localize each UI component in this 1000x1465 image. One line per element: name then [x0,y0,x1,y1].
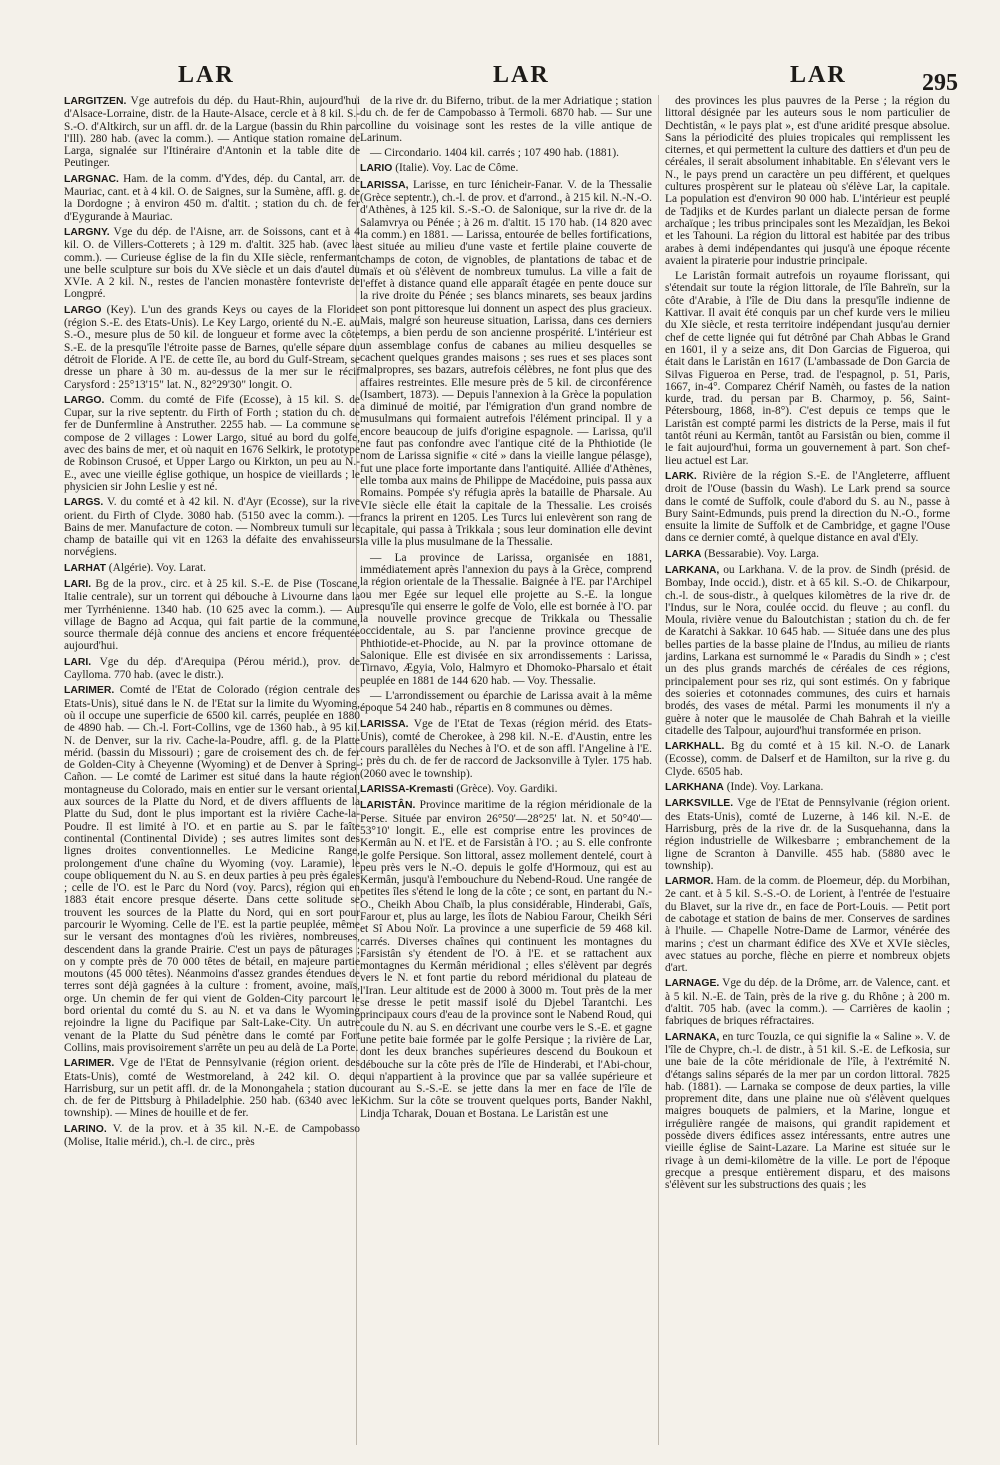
entry-headword: LARKHANA [665,782,724,794]
entry-headword: LARI. [64,656,92,668]
entry-headword: LARNAKA, [665,1031,720,1043]
dictionary-entry [64,173,360,223]
entry-text: des provinces les plus pauvres de la Perse ; la région du littoral désignée par les auteurs sous le nom particulier de Dechtistân, « le pays plat », est d'une aridité presque absolue. Sans la périodicité des pluies tropicales qui remplissent les citernes, et qui permettent la culture des dattiers et d'un peu de céréales, il serait absolument inhabitable. En s'élevant vers le N., le pays prend un caractère un peu différent, et quelques cultures prospèrent sur le plateau où s'élève Lar, la capitale. La population est d'environ 90 000 hab. L'intérieur est peuplé de Tadjiks et de Kurdes parlant un dialecte persan de forme archaïque ; les tribus principales sont les Mezaïdjan, les Bekoi et les Tahouni. La région du littoral est habitée par des tribus arabes à demi indépendantes qui jusqu'à une époque récente avaient la piraterie pour industrie principale. [665,95,950,267]
dictionary-entry [64,394,360,493]
entry-text: Le Laristân formait autrefois un royaume florissant, qui s'étendait sur toute la région littorale, de l'île Bahreïn, sur la côte d'Arabie, à l'île de Diu dans la presqu'île indienne de Kattivar. Il avait été conquis par un chef kurde vers le milieu du XIe siècle, et resta territoire indépendant jusqu'au dernier chef de cette lignée qui fut détrôné par Chah Abbas le Grand en 1601, il y a seize ans, dit Don Garcias de Figueroa, qui était dans le Laristân en 1617 (L'ambassade de Don Garcia de Silvas Figueroa en Perse, trad. de l'espagnol, p. 51, Paris, 1667, in-4°. Comparez Chérif Namèh, ou fastes de la nation kurde, trad. du persan par B. Charmoy, p. 56, Saint-Pétersbourg, 1868, in-8°). C'est depuis ce temps que le Laristân est compté parmi les districts de la Perse, mais il fut tantôt réuni au Kermân, tantôt au Farsistân ou bien, comme il le fait aujourd'hui, forma un gouvernement à part. Son chef-lieu actuel est Lar. [665,270,950,467]
entry-text: (Bessarabie). Voy. Larga. [704,547,819,560]
column-divider [658,95,659,1445]
entry-headword: LARGS. [64,497,104,509]
text-column-3 [665,95,950,1450]
entry-text: Vge du dép. de la Drôme, arr. de Valence, cant. et à 5 kil. N.-E. de Tain, près de la rive g. du Rhône ; à 200 m. d'altit. 705 hab. (avec la comm.). — Carrières de kaolin ; fabriques de briques réfractaires. [665,977,950,1028]
dictionary-entry [360,718,652,780]
dictionary-entry [665,548,950,561]
entry-headword: LARGITZEN. [64,96,127,107]
dictionary-entry [64,304,360,391]
dictionary-entry [64,1123,360,1149]
dictionary-entry [665,1031,950,1192]
entry-headword: LARKA [665,548,702,560]
entry-headword: LARMOR. [665,876,714,888]
entry-text: (Algérie). Voy. Larat. [108,561,207,574]
entry-headword: LARKANA, [665,564,720,576]
dictionary-entry [665,95,950,267]
entry-headword: LARISSA-Kremasti [360,784,454,796]
entry-headword: LARGNY. [64,226,110,238]
dictionary-entry [64,496,360,558]
entry-headword: LARIMER. [64,1058,115,1070]
entry-text: — L'arrondissement ou éparchie de Larissa avait à la même époque 54 240 hab., répartis en 8 communes ou dèmes. [360,689,652,715]
entry-text: Ham. de la comm. d'Ydes, dép. du Cantal, arr. de Mauriac, cant. et à 4 kil. O. de Saignes, sur la Sumène, affl. g. de la Dordogne ; à environ 450 m. d'altit. ; station du ch. de fer d'Eygurande à Mauriac. [64,172,360,223]
entry-headword: LARNAGE. [665,978,720,990]
entry-text: ou Larkhana. V. de la prov. de Sindh (présid. de Bombay, Inde occid.), distr. et à 65 kil. S.-O. de Chikarpour, ch.-l. de sous-distr., à quelques kilomètres de la rive dr. de l'Indus, sur le Nora, coulée occid. du fleuve ; au confl. du Moula, rivière venue du Baloutchistan ; station du ch. de fer de Karatchi à Sakkar. 10 645 hab. — Située dans une des plus belles parties de la basse plaine de l'Indus, au milieu de riants jardins, Larkana est surnommé le « Paradis du Sindh » ; c'est un des plus grands marchés de céréales de ces régions, principalement pour ses riz, qui sont estimés. On y fabrique des soieries et cotonnades communes, des cuirs et harnais brodés, des vases de métal. Parmi les monuments il n'y a guère à noter que le mausolée de Chah Bahrah et la vieille citadelle des Talpour, aujourd'hui transformée en prison. [665,563,950,737]
entry-text: en turc Touzla, ce qui signifie la « Saline ». V. de l'île de Chypre, ch.-l. de distr., à 51 kil. S.-E. de Lefkosia, sur une baie de la côte méridionale de l'île, à l'extrémité N. d'étangs salins séparés de la mer par un cordon littoral. 7825 hab. (1881). — Larnaka se compose de deux parties, la ville proprement dite, dans une plaine nue où s'élèvent quelques maigres bouquets de palmiers, et la Marine, longue et irrégulière rangée de maisons, qui grandit rapidement et possède divers édifices assez intéressants, entre autres une vieille église de Saint-Lazare. La Marine est située sur le rivage à un demi-kilomètre de la ville. Le port de l'époque grecque a presque entièrement disparu, et des maisons s'élèvent sur les substructions des quais ; les [665,1030,950,1192]
dictionary-entry [360,162,652,175]
dictionary-entry [64,226,360,301]
dictionary-entry [64,562,360,575]
text-column-1 [64,95,360,1450]
entry-headword: LARIMER. [64,685,115,697]
entry-headword: LARI. [64,578,92,590]
entry-text: (Grèce). Voy. Gardiki. [456,783,558,796]
entry-headword: LARKSVILLE. [665,798,734,810]
entry-text: Vge autrefois du dép. du Haut-Rhin, aujourd'hui d'Alsace-Lorraine, distr. de la Haute-Alsace, cercle et à 8 kil. S.-S.-O. d'Altkirch, sur un affl. dr. de la Largue (bassin du Rhin par l'Ill). 280 hab. (avec la comm.). — Antique station romaine de Larga, signalée sur l'Itinéraire d'Antonin et la table dite de Peutinger. [64,95,360,170]
dictionary-entry [360,179,652,549]
entry-text: Comté de l'Etat de Colorado (région centrale des Etats-Unis), situé dans le N. de l'Etat sur la limite du Wyoming, où il occupe une superficie de 6500 kil. carrés, peuplée en 1880 de 4890 hab. — Ch.-l. Fort-Collins, vge de 1360 hab., à 95 kil. N. de Denver, sur la riv. Cache-la-Poudre, affl. g. de la Platte mérid. (bassin du Missouri) ; gare de croisement des ch. de fer de Golden-City à Cheyenne (Wyoming) et de Denver à Spring-Cañon. — Le comté de Larimer est situé dans la haute région montagneuse du Colorado, mais en entier sur le versant oriental, aux sources de la Platte du Nord, et de divers affluents de la Platte du Sud, dont le plus important est la rivière Cache-la-Poudre. Il est limité à l'O. et en partie au S. par le faîte continental (Continental Divide) ; ses autres limites sont des lignes droites conventionnelles. Le Medicine Range, prolongement d'une chaîne du Wyoming (voy. Laramie), le coupe obliquement du N. au S. en deux parties à peu près égales ; celle de l'O. est le Parc du Nord (voy. Parcs), région qui en 1883 était encore presque déserte. Dans cette solitude se trouvent les sources de la Platte du Nord, qui en sort pour parcourir le Wyoming. Celle de l'E. est la partie peuplée, même sur le versant des montagnes d'où les rivières, nombreuses, descendent dans la grande Prairie. C'est un pays de pâturages ; on y compte près de 70 000 têtes de bétail, en majeure partie moutons (45 000 têtes). Néanmoins d'assez grandes étendues de terres sont déjà gagnées à la culture : froment, avoine, maïs, orge. Un chemin de fer qui vient de Golden-City parcourt le bord oriental du comté du S. au N. et va dans le Wyoming rejoindre la ligne du Pacifique par Salt-Lake-City. Un autre venant de la Platte du Sud pénètre dans le comté par Fort Collins, mais provisoirement s'arrête un peu au delà de La Porte. [64,684,360,1054]
entry-text: Vge de l'Etat de Texas (région mérid. des Etats-Unis), comté de Cherokee, à 298 kil. N.-E. d'Austin, entre les cours parallèles du Neches à l'O. et de son affl. l'Angeline à l'E. ; près du ch. de fer de raccord de Jacksonville à Tyler. 175 hab. (2060 avec le township). [360,717,652,780]
dictionary-entry [64,684,360,1054]
dictionary-entry [360,552,652,687]
dictionary-entry [360,147,652,159]
entry-text: Vge du dép. de l'Aisne, arr. de Soissons, cant et à 4 kil. O. de Villers-Cotterets ; à 129 m. d'altit. 325 hab. (avec la comm.). — Curieuse église de la fin du XIIe siècle, renfermant une belle sculpture sur bois du XVe siècle et un dais d'autel du XVIe. A 2 kil. N., restes de l'ancien monastère fontevriste de Longpré. [64,225,360,301]
entry-headword: LARISSA, [360,179,409,191]
entry-text: Comm. du comté de Fife (Ecosse), à 15 kil. S. de Cupar, sur la rive septentr. du Firth of Forth ; station du ch. de fer de Dunfermline à Anstruther. 2255 hab. — La commune se compose de 2 villages : Lower Largo, situé au bord du golfe, avec des bains de mer, et où naquit en 1676 Selkirk, le prototype de Robinson Crusoé, et Upper Largo ou Kirkton, un peu au N.-E., avec une vieille église gothique, un hospice de vieillards ; le physicien sir John Leslie y est né. [64,393,360,493]
dictionary-entry [665,781,950,794]
entry-headword: LARKHALL. [665,741,725,753]
entry-text: de la rive dr. du Biferno, tribut. de la mer Adriatique ; station du ch. de fer de Campobasso à Termoli. 6870 hab. — Sur une colline du voisinage sont les restes de la ville antique de Larinum. [360,95,652,144]
dictionary-entry [64,578,360,653]
dictionary-entry [665,564,950,737]
dictionary-entry [360,690,652,715]
dictionary-entry [64,656,360,682]
entry-text: Vge de l'Etat de Pennsylvanie (région orient. des Etats-Unis), comté de Westmoreland, à 242 kil. O. de Harrisburg, sur un petit affl. dr. de la Monongahela ; station du ch. de fer de Pittsburg à Philadelphie. 250 hab. (6340 avec le township). — Mines de houille et de fer. [64,1057,360,1120]
entry-text: (Inde). Voy. Larkana. [726,781,824,794]
entry-text: Bg de la prov., circ. et à 25 kil. S.-E. de Pise (Toscane, Italie centrale), sur un torrent qui débouche à Livourne dans la mer Tyrrhénienne. 1340 hab. (10 625 avec la comm.). — Au village de Bagno ad Acqua, qui fait partie de la commune, source thermale déjà connue des anciens et encore fréquentée aujourd'hui. [64,577,360,653]
entry-text: Ham. de la comm. de Ploemeur, dép. du Morbihan, 2e cant. et à 5 kil. S.-S.-O. de Lorient, à l'entrée de l'estuaire du Blavet, sur la rive dr., en face de Port-Louis. — Petit port de cabotage et station de bains de mer. Conserves de sardines à l'huile. — Chapelle Notre-Dame de Larmor, vénérée des marins ; c'est un charmant édifice des XVe et XVIe siècles, avec statues au porche, flèche en pierre et nombreux objets d'art. [665,875,950,975]
dictionary-entry [360,783,652,796]
dictionary-entry [360,95,652,144]
entry-headword: LARIO [360,163,393,175]
entry-text: — Circondario. 1404 kil. carrés ; 107 490 hab. (1881). [370,147,619,160]
running-head-center: LAR [493,62,550,88]
dictionary-entry [665,270,950,467]
entry-text: Province maritime de la région méridionale de la Perse. Située par environ 26°50'—28°25' lat. N. et 50°40'—53°10' longit. E., elle est comprise entre les provinces de Kermân au N. et l'E. et de Farsistân à l'O. ; au S. elle confronte le golfe Persique. Son littoral, assez mollement dentelé, court à peu près vers le N.-O. depuis le golfe d'Hormouz, qui est au Kermân, jusqu'à l'embouchure du Nebend-Roud. Une rangée de petites îles s'étend le long de la côte ; ce sont, en partant du N.-O., Cheikh Abou Chaïb, la plus considérable, Hinderabi, Gaïs, Farour et, plus au large, les îlots de Nabiou Farour, Cheikh Séri et Sî Abou Noïr. La province a une superficie de 59 468 kil. carrés. Diverses chaînes qui continuent les montagnes du Farsistân s'y étendent de l'O. à l'E. et se rattachent aux montagnes du Kermân méridional ; elles s'élèvent par degrés vers le N. et font partie du rebord méridional du plateau de l'Iran. Leur altitude est de 2000 à 3000 m. Tout près de la mer se dresse le petit massif isolé du Djebel Tarantchi. Les principaux cours d'eau de la province sont le Nabend Roud, qui coule du N. au S. en décrivant une courbe vers le S.-E. et gagne une petite baie formée par le golfe Persique ; la rivière de Lar, dont les deux branches supérieures descend du Boukoun et débouche sur la côte près de l'île de Hinderabi, et l'Abi-chour, qui n'appartient à la province que par sa vallée supérieure et courant au S.-S.-E. se jette dans la mer en face de l'île de Kichm. Sur la côte se trouvent quelques ports, Bander Nakhl, Lindja Tcharak, Douan et Bostana. Le Laristân est une [360,799,652,1120]
dictionary-entry [64,1057,360,1119]
entry-text: Bg du comté et à 15 kil. N.-O. de Lanark (Ecosse), comm. de Dalserf et de Hamilton, sur la rive g. du Clyde. 6505 hab. [665,740,950,778]
entry-text: V. de la prov. et à 35 kil. N.-E. de Campobasso (Molise, Italie mérid.), ch.-l. de circ., près [64,1122,360,1149]
entry-headword: LARINO. [64,1123,107,1135]
dictionary-entry [665,875,950,974]
dictionary-entry [665,740,950,778]
dictionary-entry [665,977,950,1027]
dictionary-entry [360,799,652,1120]
dictionary-entry [665,797,950,872]
entry-text: (Key). L'un des grands Keys ou cayes de la Floride (région S.-E. des Etats-Unis). Le Key Largo, orienté du N.-E. au S.-O., mesure plus de 50 kil. de longueur et forme avec la côte S.-E. de la presqu'île l'étroite passe de Barnes, qu'elle sépare du détroit de Floride. A l'E. de cette île, au bord du Gulf-Stream, se dresse un phare à 30 m. au-dessus de la mer sur le récif Carysford : 25°13'15" lat. N., 82°29'30" longit. O. [64,303,360,391]
page-number: 295 [922,70,958,96]
entry-headword: LARGO. [64,394,105,406]
entry-text: — La province de Larissa, organisée en 1881, immédiatement après l'annexion du pays à la Grèce, comprend la région orientale de la Thessalie. Baignée à l'E. par l'Archipel ou mer Egée sur lequel elle projette au S.-E. la longue presqu'île qui enserre le golfe de Volo, elle est bornée à l'O. par la nouvelle province grecque de Trikkala ou Thessalie occidentale, au S. par l'ancienne province grecque de Phthiotide-et-Phocide, au N. par la province ottomane de Salonique. Elle est divisée en six arrondissements : Larissa, Tirnavo, Ægyia, Volo, Halmyro et Dhomoko-Pharsalo et était peuplée en 1881 de 144 620 hab. — Voy. Thessalie. [360,551,652,687]
dictionary-entry [665,470,950,545]
entry-headword: LARISSA. [360,718,409,730]
entry-text: Vge de l'Etat de Pennsylvanie (région orient. des Etats-Unis), comté de Luzerne, à 146 kil. N.-E. de Harrisburg, près de la rive dr. de la Susquehanna, dans la région industrielle de Wilkesbarre ; embranchement de la ligne de Scranton à Danville. 455 hab. (5880 avec le township). [665,797,950,872]
entry-headword: LARK. [665,470,697,482]
entry-headword: LARGO [64,304,102,316]
entry-text: Larisse, en turc Iénicheir-Fanar. V. de la Thessalie (Grèce septentr.), ch.-l. de prov. et d'arrond., à 215 kil. N.-N.-O. d'Athènes, à 125 kil. S.-S.-O. de Salonique, sur la rive dr. de la Salamvrya ou Pénée ; à 26 m. d'altit. 15 170 hab. (14 820 avec la comm.) en 1881. — Larissa, entourée de belles fortifications, est située au milieu d'une vaste et fertile plaine couverte de champs de coton, de vignobles, de plantations de tabac et de maïs et où s'élèvent de nombreux tumulus. La ville a fait de l'effet à distance quand elle apparaît étagée en pente douce sur la rive droite du Pénée ; ses blancs minarets, ses beaux jardins et son pont pittoresque lui donnent un aspect des plus gracieux. Mais, malgré son heureuse situation, Larissa, dans ces derniers temps, a bien perdu de son ancienne prospérité. L'intérieur est un assemblage confus de cabanes au milieu desquelles se cachent quelques grandes maisons ; ses rues et ses places sont malpropres, ses bazars, autrefois célèbres, ne font plus que des affaires restreintes. Elle mesure près de 5 kil. de circonférence (Isambert, 1873). — Depuis l'annexion à la Grèce la population a diminué de moitié, par l'émigration d'un grand nombre de musulmans qui formaient autrefois l'élément principal. Il y a encore beaucoup de juifs d'origine espagnole. — Larissa, qu'il ne faut pas confondre avec l'antique cité de la Phthiotide (le nom de Larissa signifie « cité » dans la vieille langue pélasge), fut une place forte importante dans l'antiquité. Alliée d'Athènes, elle tomba aux mains de Philippe de Macédoine, puis passa aux Romains. Pompée s'y réfugia après la bataille de Pharsale. Au VIe siècle elle était la capitale de la Thessalie. Les croisés francs la prirent en 1205. Les Turcs lui enlevèrent son rang de capitale, qui passa à Trikkala ; sous leur domination elle devint la ville la plus musulmane de la Thessalie. [360,178,652,549]
entry-headword: LARGNAC. [64,173,119,185]
entry-text: Vge du dép. d'Arequipa (Pérou mérid.), prov. de Caylloma. 770 hab. (avec le distr.). [64,655,360,682]
entry-headword: LARHAT [64,562,106,574]
running-head-right: LAR [790,62,847,88]
dictionary-entry [64,95,360,170]
entry-headword: LARISTÂN. [360,800,416,812]
entry-text: (Italie). Voy. Lac de Côme. [395,162,519,175]
entry-text: Rivière de la région S.-E. de l'Angleterre, affluent droit de l'Ouse (bassin du Wash). Le Lark prend sa source dans le comté de Suffolk, coule d'abord du S. au N., passe à Bury Saint-Edmunds, puis prend la direction du N.-O., forme ensuite la limite de Suffolk et de Cambridge, et gagne l'Ouse dans ce dernier comté, à quelque distance en aval d'Ely. [665,469,950,545]
entry-text: V. du comté et à 42 kil. N. d'Ayr (Ecosse), sur la rive orient. du Firth of Clyde. 3080 hab. (5150 avec la comm.). — Bains de mer. Manufacture de coton. — Nombreux tumuli sur le champ de bataille qui vit en 1263 la défaite des envahisseurs norvégiens. [64,496,360,559]
text-column-2 [360,95,652,1450]
running-head-left: LAR [178,62,235,88]
